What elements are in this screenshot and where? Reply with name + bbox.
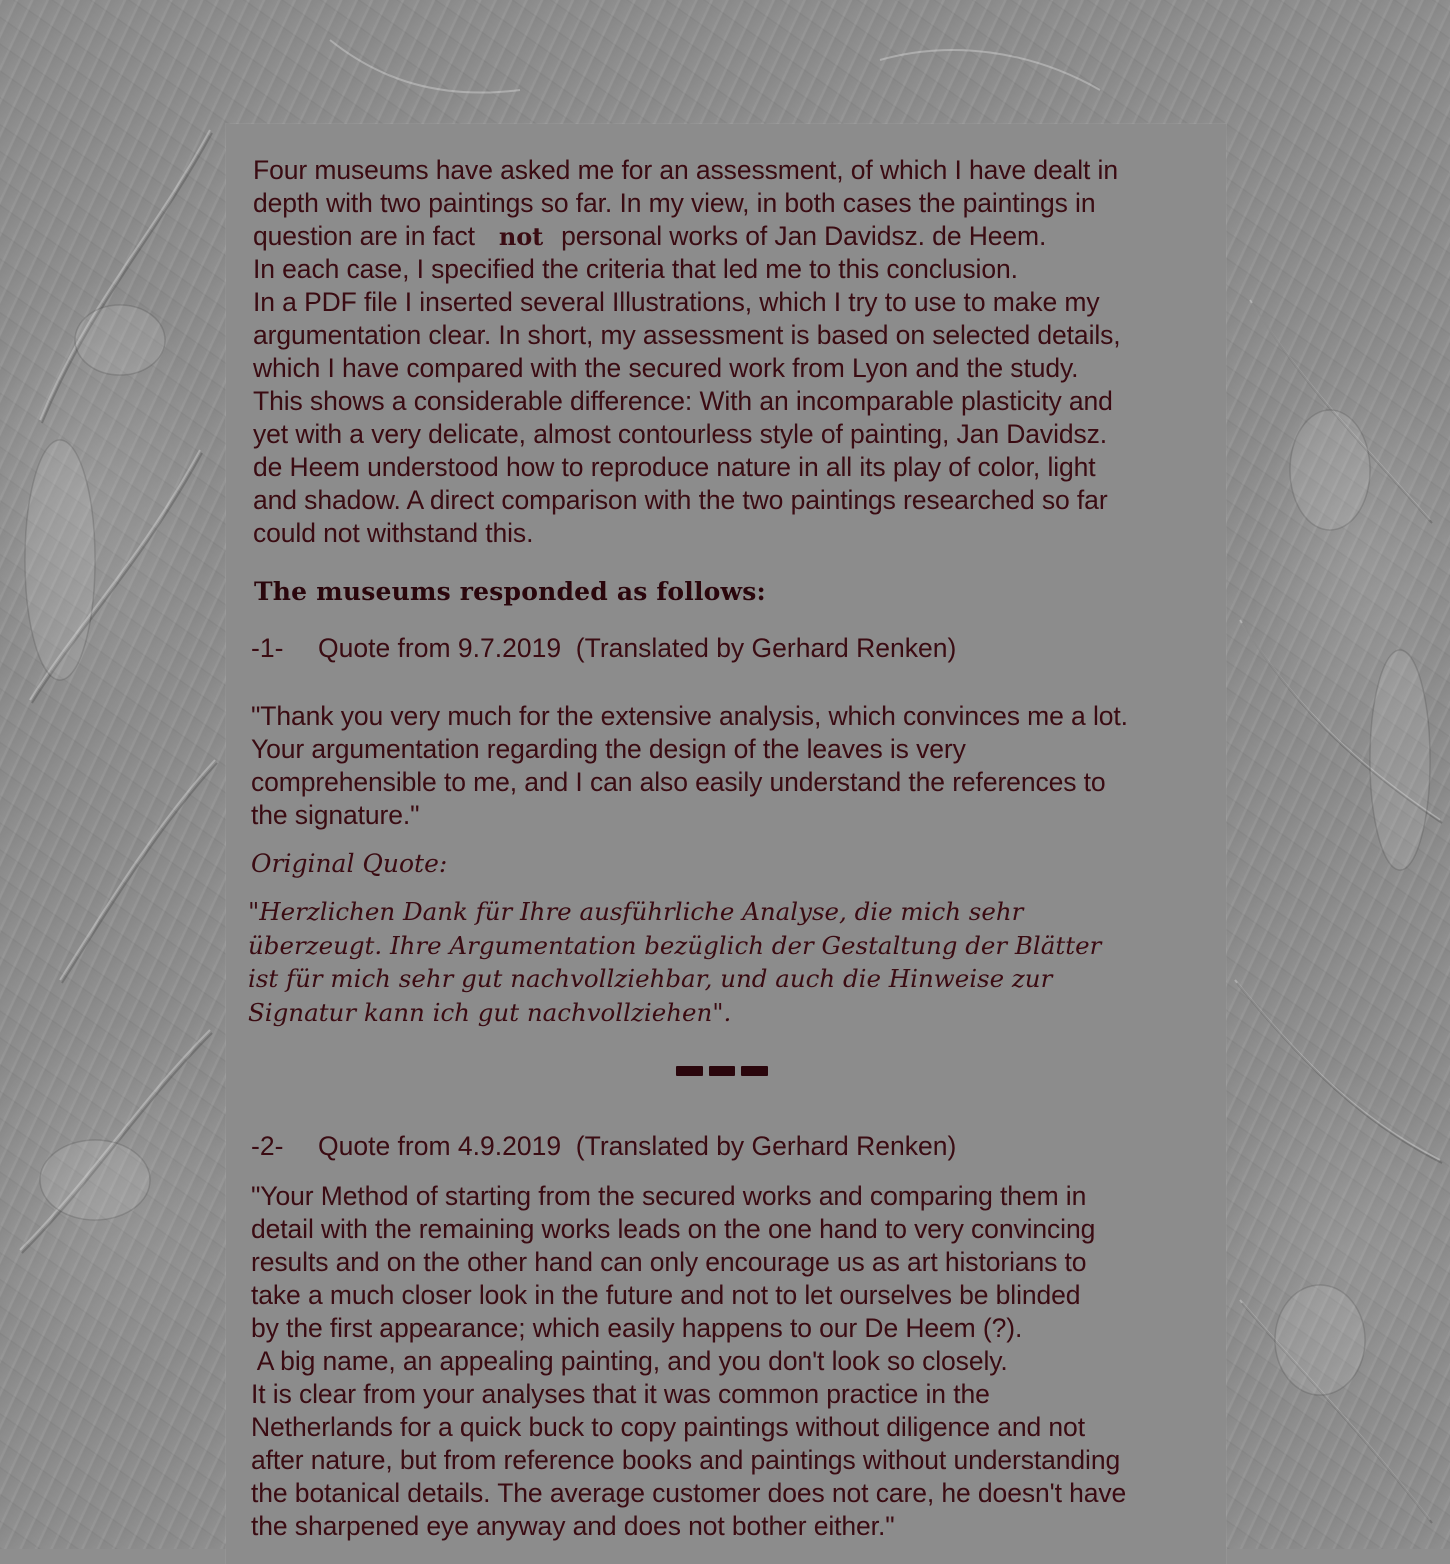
quote-line: after nature, but from reference books and paintings without understanding xyxy=(251,1445,1121,1475)
quote-line: the botanical details. The average customer does not care, he doesn't have xyxy=(251,1478,1127,1508)
intro-line: and shadow. A direct comparison with the two paintings researched so far xyxy=(253,485,1108,515)
section-heading: The museums responded as follows: xyxy=(254,577,766,606)
intro-line-emphasis xyxy=(253,220,1223,253)
original-quote-text xyxy=(248,895,1223,1029)
intro-paragraph xyxy=(253,154,1223,550)
intro-line: In each case, I specified the criteria that led me to this conclusion. xyxy=(253,254,1018,284)
quote-line: Your argumentation regarding the design of the leaves is very xyxy=(251,734,966,764)
intro-line: In a PDF file I inserted several Illustrations, which I try to use to make my xyxy=(253,287,1100,317)
quote-line: take a much closer look in the future and not to let ourselves be blinded xyxy=(251,1280,1081,1310)
original-quote-line: "Herzlichen Dank für Ihre ausführliche Analyse, die mich sehr xyxy=(248,897,1024,926)
intro-line: which I have compared with the secured work from Lyon and the study. xyxy=(253,353,1079,383)
quote-line: the signature." xyxy=(251,800,420,830)
quote-line: results and on the other hand can only encourage us as art historians to xyxy=(251,1247,1087,1277)
intro-line: yet with a very delicate, almost contourless style of painting, Jan Davidsz. xyxy=(253,419,1108,449)
quote-1-title: Quote from 9.7.2019 (Translated by Gerhard Renken) xyxy=(318,633,957,663)
section-separator xyxy=(676,1066,768,1076)
quote-2-number: -2- xyxy=(251,1131,284,1161)
intro-line: could not withstand this. xyxy=(253,518,534,548)
intro-line: argumentation clear. In short, my assessment is based on selected details, xyxy=(253,320,1121,350)
separator-dash xyxy=(709,1066,736,1076)
intro-line-end: personal works of Jan Davidsz. de Heem. xyxy=(561,221,1047,251)
quote-line: "Thank you very much for the extensive analysis, which convinces me a lot. xyxy=(251,701,1128,731)
original-quote-line: Signatur kann ich gut nachvollziehen". xyxy=(248,997,732,1027)
original-quote-line: ist für mich sehr gut nachvollziehbar, und auch die Hinweise zur xyxy=(248,964,1053,993)
quote-1-header xyxy=(251,633,956,664)
emphasis-not: not xyxy=(498,222,544,251)
quote-line: comprehensible to me, and I can also easily understand the references to xyxy=(251,767,1106,797)
quote-1-translation xyxy=(251,700,1226,832)
quote-line: Netherlands for a quick buck to copy paintings without diligence and not xyxy=(251,1412,1085,1442)
quote-line: by the first appearance; which easily happens to our De Heem (?). xyxy=(251,1313,1023,1343)
original-quote-label: Original Quote: xyxy=(251,849,448,878)
quote-2-header xyxy=(251,1131,956,1162)
quote-2-title: Quote from 4.9.2019 (Translated by Gerhard Renken) xyxy=(318,1131,957,1161)
intro-line: Four museums have asked me for an assessment, of which I have dealt in xyxy=(253,155,1118,185)
quote-line: "Your Method of starting from the secured works and comparing them in xyxy=(251,1181,1087,1211)
intro-line: depth with two paintings so far. In my view, in both cases the paintings in xyxy=(253,188,1096,218)
quote-line: detail with the remaining works leads on the one hand to very convincing xyxy=(251,1214,1096,1244)
quote-line: the sharpened eye anyway and does not bother either." xyxy=(251,1511,895,1541)
original-quote-line: überzeugt. Ihre Argumentation bezüglich der Gestaltung der Blätter xyxy=(248,930,1102,960)
quote-1-number: -1- xyxy=(251,633,284,663)
separator-dash xyxy=(676,1066,703,1076)
quote-line: A big name, an appealing painting, and you don't look so closely. xyxy=(251,1346,1008,1376)
separator-dash xyxy=(741,1066,768,1076)
intro-line-start: question are in fact xyxy=(253,221,475,251)
quote-line: It is clear from your analyses that it was common practice in the xyxy=(251,1379,990,1409)
intro-line: de Heem understood how to reproduce nature in all its play of color, light xyxy=(253,452,1096,482)
intro-line: This shows a considerable difference: With an incomparable plasticity and xyxy=(253,386,1113,416)
quote-2-translation xyxy=(251,1180,1226,1543)
